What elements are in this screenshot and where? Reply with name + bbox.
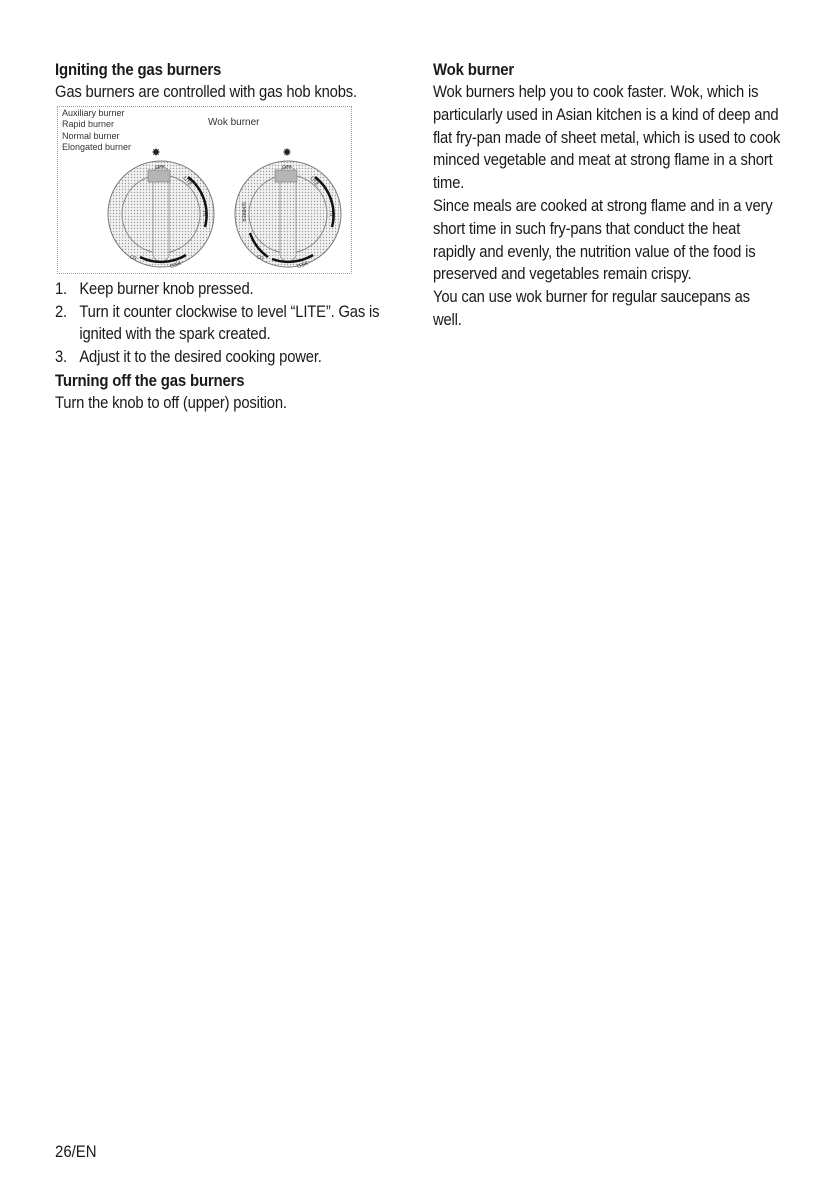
knob-figure xyxy=(57,106,352,274)
step-number: 3. xyxy=(55,347,67,367)
wok-knob-label-hi: HI xyxy=(328,210,334,217)
list-item xyxy=(55,301,397,347)
igniting-heading: Igniting the gas burners xyxy=(55,60,222,79)
wok-paragraph: You can use wok burner for regular saucepans as well. xyxy=(433,287,750,329)
legend-item: Rapid burner xyxy=(62,119,115,130)
legend-item: Elongated burner xyxy=(62,142,132,153)
wok-body xyxy=(433,81,781,332)
wok-knob-label-lite: LITE xyxy=(308,175,320,188)
step-number: 2. xyxy=(55,301,67,321)
knob-label-off: OFF xyxy=(155,164,165,171)
turning-off-text: Turn the knob to off (upper) position. xyxy=(55,392,287,412)
wok-knob-label-med: MED xyxy=(295,258,309,269)
left-column xyxy=(55,58,400,415)
right-column xyxy=(433,58,793,332)
ignition-steps xyxy=(55,278,397,369)
wok-knob-label-lo: LO xyxy=(256,252,265,261)
wok-knob-label-off: OFF xyxy=(282,164,292,171)
knob-label-lite: LITE xyxy=(181,175,193,188)
wok-heading: Wok burner xyxy=(433,60,515,79)
svg-text:✸: ✸ xyxy=(282,145,292,159)
turning-off-heading: Turning off the gas burners xyxy=(55,370,245,390)
legend-item: Normal burner xyxy=(62,130,120,141)
igniting-intro: Gas burners are controlled with gas hob knobs. xyxy=(55,82,357,101)
step-text: Adjust it to the desired cooking power. xyxy=(79,347,322,367)
wok-paragraph: Since meals are cooked at strong flame and in a very short time in such fry-pans that conduct the heat rapidly and evenly, the nutrition value of the food is preserved and vegetables remain crispy. xyxy=(433,195,773,284)
page-number: 26/EN xyxy=(55,1142,97,1161)
step-text: Keep burner knob pressed. xyxy=(79,278,254,298)
wok-burner-label: Wok burner xyxy=(208,116,260,128)
wok-paragraph: Wok burners help you to cook faster. Wok, which is particularly used in Asian kitchen is a kind of deep and flat fry-pan made of sheet metal, which is used to cook minced vegetable and meat at strong flame in a short time. xyxy=(433,82,781,193)
step-number: 1. xyxy=(55,278,67,298)
knob-label-med: MED xyxy=(168,258,182,269)
knob-label-hi: HI xyxy=(201,210,207,217)
list-item xyxy=(55,346,397,369)
svg-text:✸: ✸ xyxy=(151,145,161,159)
left-knob-icon xyxy=(108,146,214,269)
list-item xyxy=(55,278,397,301)
wok-knob-icon xyxy=(235,146,341,269)
step-text: Turn it counter clockwise to level “LITE”. Gas is ignited with the spark created. xyxy=(79,301,380,344)
knob-label-lo: LO xyxy=(129,252,138,261)
knob-illustrations xyxy=(58,107,353,275)
legend-item: Auxiliary burner xyxy=(62,107,125,118)
wok-knob-label-simmer: SIMMER xyxy=(240,201,246,222)
